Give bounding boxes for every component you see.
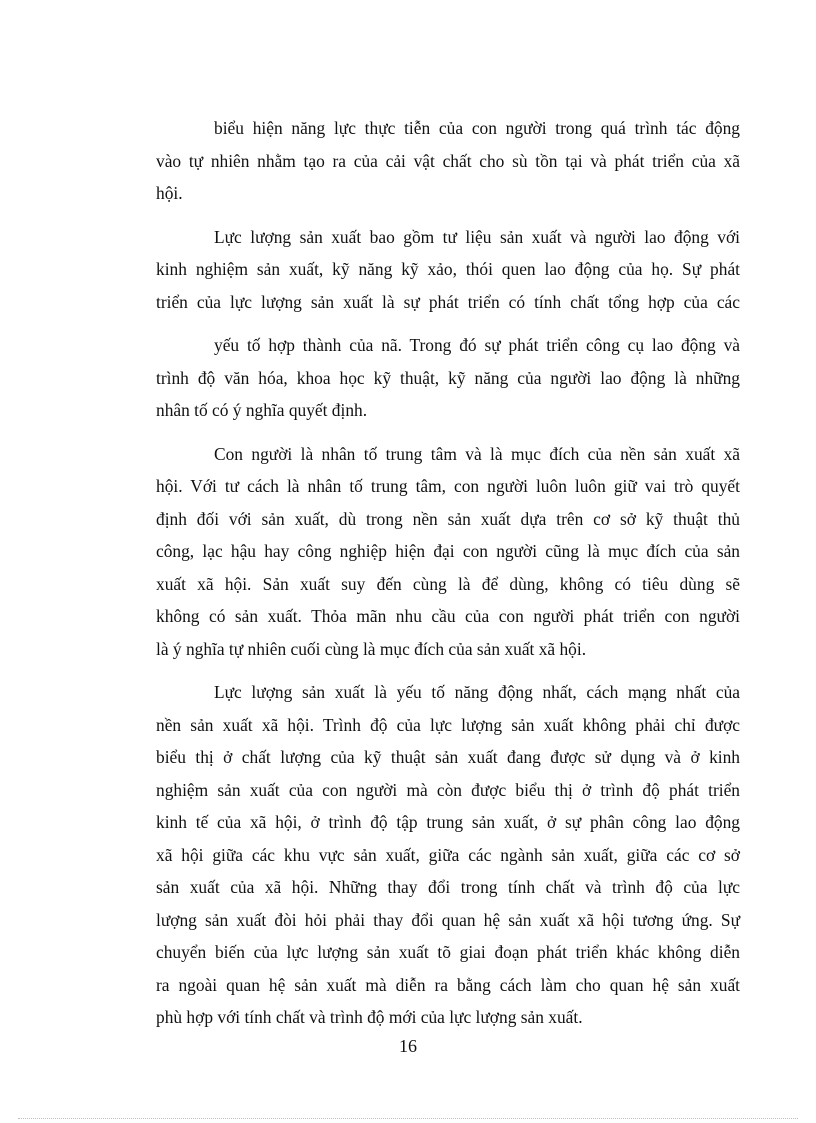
- text-line: kinh nghiệm sản xuất, kỹ năng kỹ xảo, thói quen lao động của họ. Sự phát: [156, 259, 740, 279]
- text-line: nghiệm sản xuất của con người mà còn được biểu thị ở trình độ phát triển: [156, 779, 740, 800]
- paragraph-3: [156, 329, 740, 427]
- text-line: yếu tố hợp thành của nã. Trong đó sự phát triển công cụ lao động và: [214, 335, 740, 355]
- text-line: biểu thị ở chất lượng của kỹ thuật sản xuất đang được sử dụng và ở kinh: [156, 747, 740, 767]
- text-line: trình độ văn hóa, khoa học kỹ thuật, kỹ năng của người lao động là những: [156, 367, 740, 388]
- text-line: ra ngoài quan hệ sản xuất mà diễn ra bằng cách làm cho quan hệ sản xuất: [156, 974, 740, 995]
- text-line: xã hội giữa các khu vực sản xuất, giữa các ngành sản xuất, giữa các cơ sở: [156, 844, 740, 865]
- paragraph-2: [156, 221, 740, 319]
- text-line: sản xuất của xã hội. Những thay đổi trong tính chất và trình độ của lực: [156, 877, 740, 897]
- text-line: vào tự nhiên nhằm tạo ra của cải vật chất cho sù tồn tại và phát triển của xã: [156, 150, 740, 171]
- text-line: phù hợp với tính chất và trình độ mới của lực lượng sản xuất.: [156, 1007, 583, 1027]
- text-line: triển của lực lượng sản xuất là sự phát triển có tính chất tổng hợp của các: [156, 291, 740, 312]
- text-line: Lực lượng sản xuất bao gồm tư liệu sản xuất và người lao động với: [214, 226, 740, 247]
- text-line: Lực lượng sản xuất là yếu tố năng động nhất, cách mạng nhất của: [214, 682, 740, 702]
- text-line: lượng sản xuất đòi hỏi phải thay đổi quan hệ sản xuất xã hội tương ứng. Sự: [156, 909, 740, 930]
- text-line: là ý nghĩa tự nhiên cuối cùng là mục đích của sản xuất xã hội.: [156, 638, 587, 659]
- text-line: hội.: [156, 183, 183, 203]
- text-line: định đối với sản xuất, dù trong nền sản xuất dựa trên cơ sở kỹ thuật thủ: [156, 508, 740, 529]
- paragraph-1: [156, 112, 740, 210]
- paragraph-4: [156, 438, 740, 666]
- text-line: không có sản xuất. Thỏa mãn nhu cầu của con người phát triển con người: [156, 606, 740, 626]
- paragraph-5: [156, 676, 740, 1034]
- page-bottom-divider: [18, 1118, 798, 1119]
- body-text: [156, 112, 740, 1045]
- text-line: kinh tế của xã hội, ở trình độ tập trung sản xuất, ở sự phân công lao động: [156, 812, 740, 832]
- text-line: nhân tố có ý nghĩa quyết định.: [156, 400, 368, 420]
- text-line: nền sản xuất xã hội. Trình độ của lực lượng sản xuất không phải chỉ được: [156, 714, 740, 735]
- text-line: xuất xã hội. Sản xuất suy đến cùng là để dùng, không có tiêu dùng sẽ: [156, 573, 740, 594]
- text-line: công, lạc hậu hay công nghiệp hiện đại con người cũng là mục đích của sản: [156, 541, 740, 561]
- text-line: Con người là nhân tố trung tâm và là mục đích của nền sản xuất xã: [214, 443, 740, 464]
- page-number: 16: [399, 1036, 417, 1056]
- text-line: hội. Với tư cách là nhân tố trung tâm, con người luôn luôn giữ vai trò quyết: [156, 476, 740, 496]
- text-line: biểu hiện năng lực thực tiễn của con người trong quá trình tác động: [214, 118, 740, 138]
- text-line: chuyển biến của lực lượng sản xuất tõ giai đoạn phát triển khác không diễn: [156, 942, 740, 962]
